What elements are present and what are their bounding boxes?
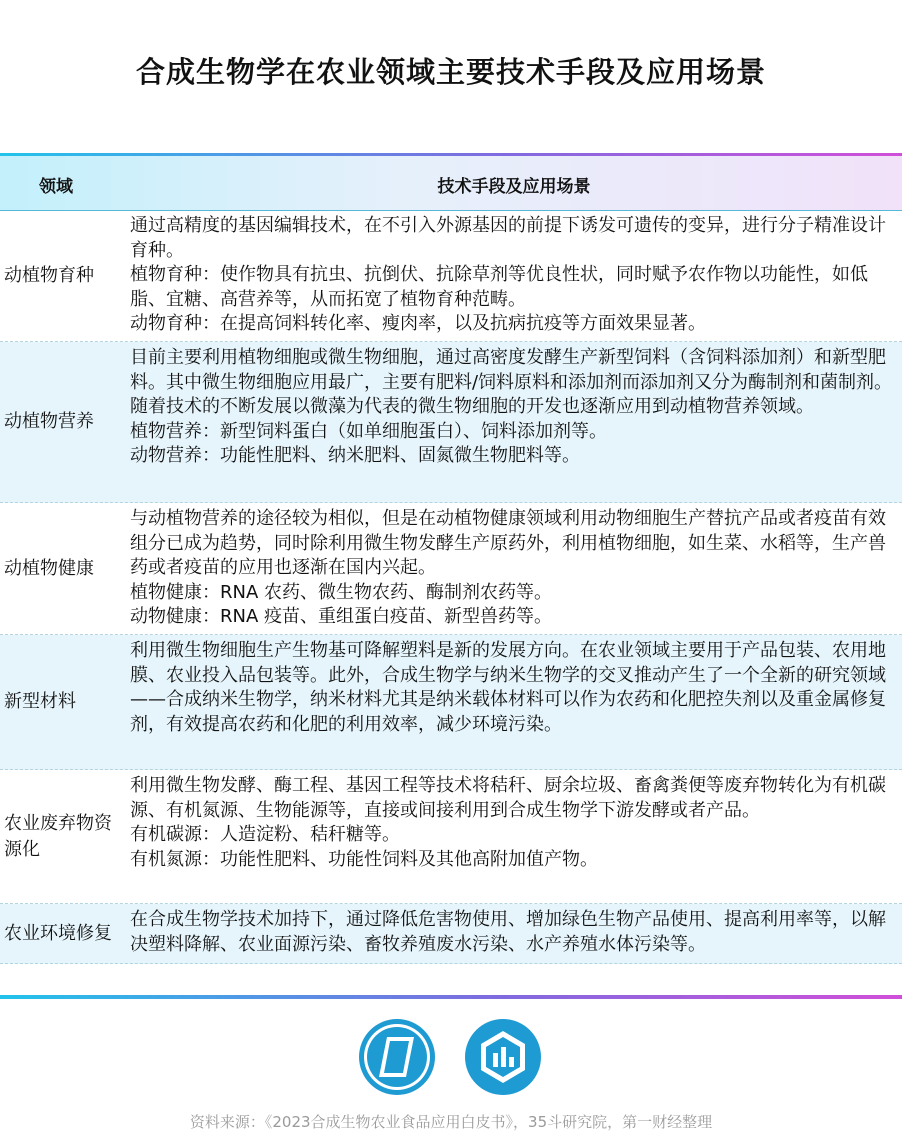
description-paragraph: 在合成生物学技术加持下，通过降低危害物使用、增加绿色生物产品使用、提高利用率等，以解决塑料降解、农业面源污染、畜牧养殖废水污染、水产养殖水体污染等。	[130, 909, 886, 955]
description-paragraph: 动物营养：功能性肥料、纳米肥料、固氮微生物肥料等。	[130, 445, 580, 466]
row-description	[130, 908, 898, 957]
publisher-logo-icon	[357, 1017, 437, 1097]
table-row	[0, 503, 902, 635]
description-paragraph: 有机氮源：功能性肥料、功能性饲料及其他高附加值产物。	[130, 848, 598, 870]
table-row	[0, 770, 902, 904]
description-paragraph: 与动植物营养的途径较为相似，但是在动植物健康领域利用动物细胞生产替抗产品或者疫苗有效组分已成为趋势，同时除利用微生物发酵生产原药外，利用植物细胞，如生菜、水稻等，生产兽药或者疫苗的应用也逐渐在国内兴起。	[130, 508, 886, 578]
research-institute-logo-icon	[463, 1017, 543, 1097]
source-note: 资料来源：《2023合成生物农业食品应用白皮书》，35斗研究院，第一财经整理	[189, 1113, 713, 1131]
table-header	[0, 156, 902, 211]
description-paragraph: 目前主要利用植物细胞或微生物细胞，通过高密度发酵生产新型饲料（含饲料添加剂）和新型肥料。其中微生物细胞应用最广，主要有肥料/饲料原料和添加剂而添加剂又分为酶制剂和菌制剂。随着技术的不断发展以微藻为代表的微生物细胞的开发也逐渐应用到动植物营养领域。	[130, 347, 893, 417]
row-domain: 动植物育种	[4, 264, 94, 286]
table-row	[0, 342, 902, 503]
description-paragraph: 利用微生物发酵、酶工程、基因工程等技术将秸秆、厨余垃圾、畜禽粪便等废弃物转化为有机碳源、有机氮源、生物能源等，直接或间接利用到合成生物学下游发酵或者产品。	[130, 775, 886, 821]
row-domain: 动植物营养	[4, 411, 94, 432]
row-description	[130, 214, 898, 337]
table-row	[0, 635, 902, 770]
footer-accent-line	[0, 995, 902, 999]
column-header-domain: 领域	[39, 177, 73, 197]
description-paragraph: 植物健康：RNA 农药、微生物农药、酶制剂农药等。	[130, 581, 553, 603]
column-header-tech: 技术手段及应用场景	[437, 177, 591, 197]
description-paragraph: 植物营养：新型饲料蛋白（如单细胞蛋白）、饲料添加剂等。	[130, 420, 607, 442]
row-domain: 动植物健康	[4, 557, 94, 579]
row-domain: 农业环境修复	[4, 922, 112, 944]
description-paragraph: 有机碳源：人造淀粉、秸秆糖等。	[130, 824, 400, 845]
description-paragraph: 动物健康：RNA 疫苗、重组蛋白疫苗、新型兽药等。	[130, 606, 553, 627]
description-paragraph: 通过高精度的基因编辑技术，在不引入外源基因的前提下诱发可遗传的变异，进行分子精准设计育种。	[130, 215, 886, 261]
page-title: 合成生物学在农业领域主要技术手段及应用场景	[135, 55, 766, 89]
row-description	[130, 346, 898, 469]
table-row	[0, 210, 902, 342]
description-paragraph: 利用微生物细胞生产生物基可降解塑料是新的发展方向。在农业领域主要用于产品包装、农用地膜、农业投入品包装等。此外，合成生物学与纳米生物学的交叉推动产生了一个全新的研究领域——合成纳米生物学，纳米材料尤其是纳米载体材料可以作为农药和化肥控失剂以及重金属修复剂，有效提高农药和化肥的利用效率，减少环境污染。	[130, 640, 886, 735]
row-description	[130, 507, 898, 630]
row-description	[130, 639, 898, 737]
table-row	[0, 904, 902, 964]
row-description	[130, 774, 898, 872]
description-paragraph: 植物育种：使作物具有抗虫、抗倒伏、抗除草剂等优良性状，同时赋予农作物以功能性，如低脂、宜糖、高营养等，从而拓宽了植物育种范畴。	[130, 264, 868, 310]
row-domain: 新型材料	[4, 691, 76, 712]
row-domain: 农业废弃物资源化	[4, 812, 112, 860]
description-paragraph: 动物育种：在提高饲料转化率、瘦肉率，以及抗病抗疫等方面效果显著。	[130, 313, 706, 334]
